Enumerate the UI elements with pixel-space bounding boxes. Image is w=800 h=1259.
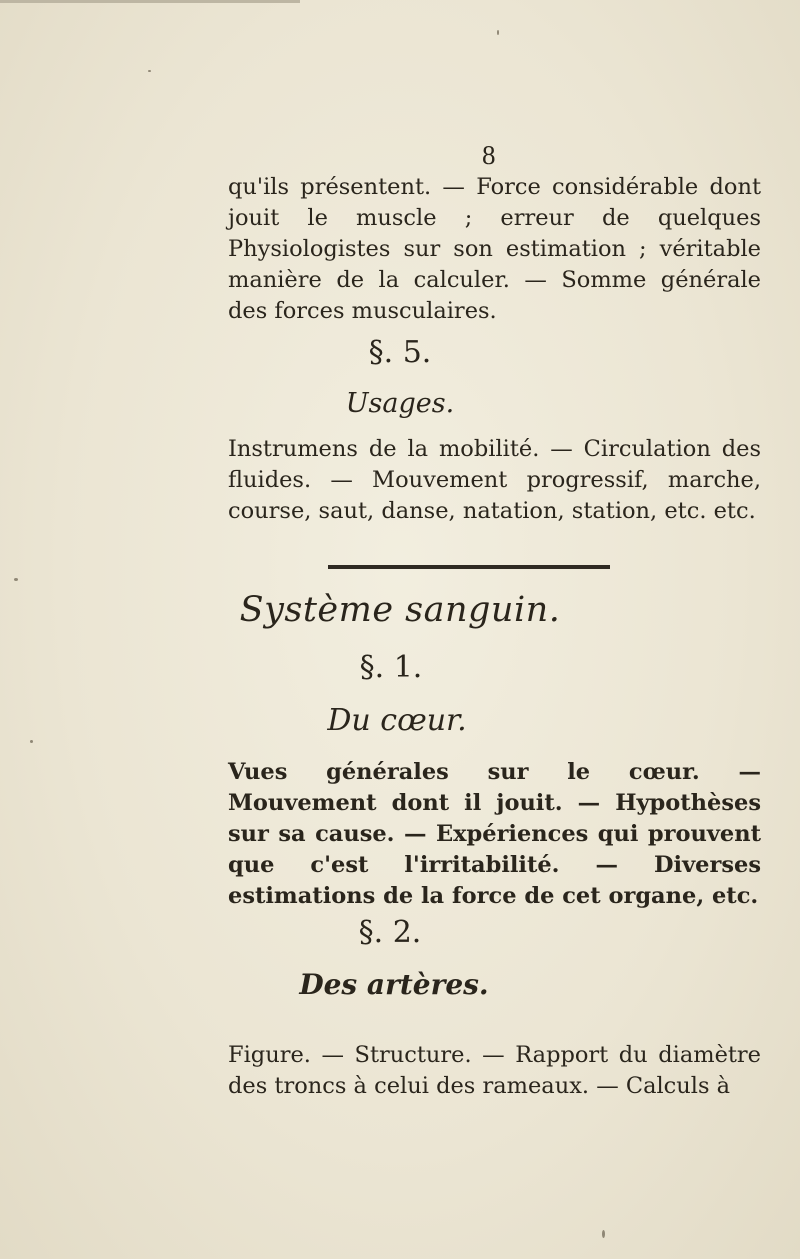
section-5-title: Usages. bbox=[345, 388, 455, 419]
section-1-title: Du cœur. bbox=[327, 703, 467, 738]
paper-speck bbox=[602, 1230, 605, 1238]
section-1-mark: §. 1. bbox=[359, 650, 423, 685]
section-2-mark: §. 2. bbox=[358, 915, 422, 950]
coeur-text: Vues générales sur le cœur. — Mouvement dont il jouit. — Hypothèses sur sa cause. — Expériences qui prouvent que c'est l'irritabilité. — Diverses estimations de la force de cet organe, etc. bbox=[228, 759, 761, 909]
section-5-mark: §. 5. bbox=[368, 335, 432, 370]
coeur-paragraph bbox=[228, 757, 761, 912]
page-number: 8 bbox=[482, 140, 496, 170]
paper-speck bbox=[30, 740, 33, 743]
paper-speck bbox=[497, 30, 499, 35]
paper-speck bbox=[14, 578, 18, 581]
arteres-paragraph bbox=[228, 1040, 761, 1102]
usages-text: Instrumens de la mobilité. — Circulation des fluides. — Mouvement progressif, marche, course, saut, danse, natation, station, etc. etc. bbox=[228, 436, 761, 524]
intro-text: qu'ils présentent. — Force considérable dont jouit le muscle ; erreur de quelques Physiologistes sur son estimation ; véritable manière de la calculer. — Somme générale des forces musculaires. bbox=[228, 174, 761, 324]
arteres-text: Figure. — Structure. — Rapport du diamètre des troncs à celui des rameaux. — Calculs à bbox=[228, 1042, 761, 1099]
section-2-title: Des artères. bbox=[299, 968, 489, 1001]
section-divider-rule bbox=[328, 565, 610, 569]
usages-paragraph bbox=[228, 434, 761, 527]
intro-paragraph bbox=[228, 172, 761, 327]
paper-speck bbox=[148, 70, 151, 72]
system-heading: Système sanguin. bbox=[239, 590, 561, 630]
page-top-edge bbox=[0, 0, 300, 3]
